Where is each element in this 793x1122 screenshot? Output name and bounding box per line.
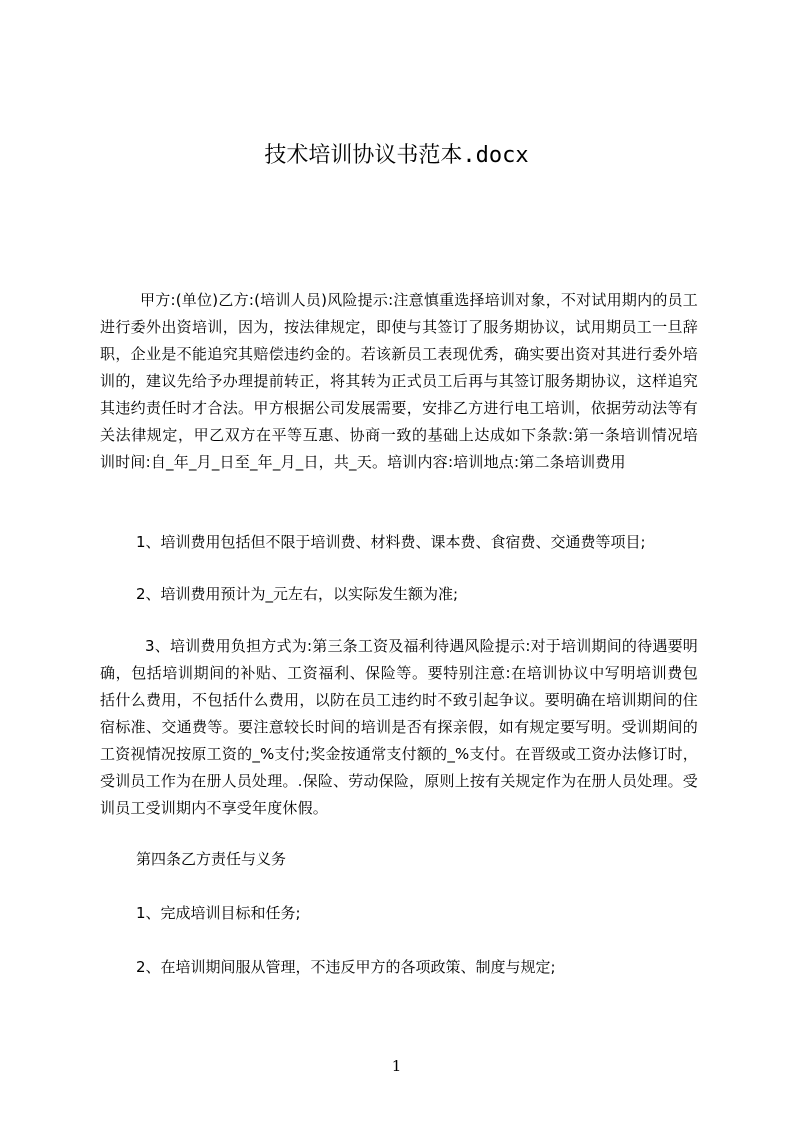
- document-title: 技术培训协议书范本.docx: [264, 143, 529, 168]
- page-number: 1: [391, 1057, 402, 1075]
- paragraph-obey-management: 2、在培训期间服从管理，不违反甲方的各项政策、制度与规定;: [136, 958, 556, 976]
- paragraph-parties-and-article-1-2: 甲方:(单位)乙方:(培训人员)风险提示:注意慎重选择培训对象，不对试用期内的员工进行委外出资培训，因为，按法律规定，即使与其签订了服务期协议，试用期员工一旦辞职，企业是不能追究其赔偿违约金的。若该新员工表现优秀，确实要出资对其进行委外培训的，建议先给予办理提前转正，将其转为正式员工后再与其签订服务期协议，这样追究其违约责任时才合法。甲方根据公司发展需要，安排乙方进行电工培训，依据劳动法等有关法律规定，甲乙双方在平等互惠、协商一致的基础上达成如下条款:第一条培训情况培训时间:自_年_月_日至_年_月_日，共_天。培训内容:培训地点:第二条培训费用: [100, 291, 698, 471]
- paragraph-fee-items: 1、培训费用包括但不限于培训费、材料费、课本费、食宿费、交通费等项目;: [136, 533, 646, 551]
- paragraph-complete-training-goals: 1、完成培训目标和任务;: [136, 904, 301, 922]
- section-heading-article-4: 第四条乙方责任与义务: [136, 850, 287, 868]
- paragraph-fee-burden-and-article-3: 3、培训费用负担方式为:第三条工资及福利待遇风险提示:对于培训期间的待遇要明确，包括培训期间的补贴、工资福利、保险等。要特别注意:在培训协议中写明培训费包括什么费用，不包括什么费用，以防在员工违约时不致引起争议。要明确在培训期间的住宿标准、交通费等。要注意较长时间的培训是否有探亲假，如有规定要写明。受训期间的工资视情况按原工资的_%支付;奖金按通常支付额的_%支付。在晋级或工资办法修订时，受训员工作为在册人员处理。.保险、劳动保险，原则上按有关规定作为在册人员处理。受训员工受训期内不享受年度休假。: [100, 637, 698, 817]
- paragraph-fee-estimate: 2、培训费用预计为_元左右，以实际发生额为准;: [136, 585, 459, 603]
